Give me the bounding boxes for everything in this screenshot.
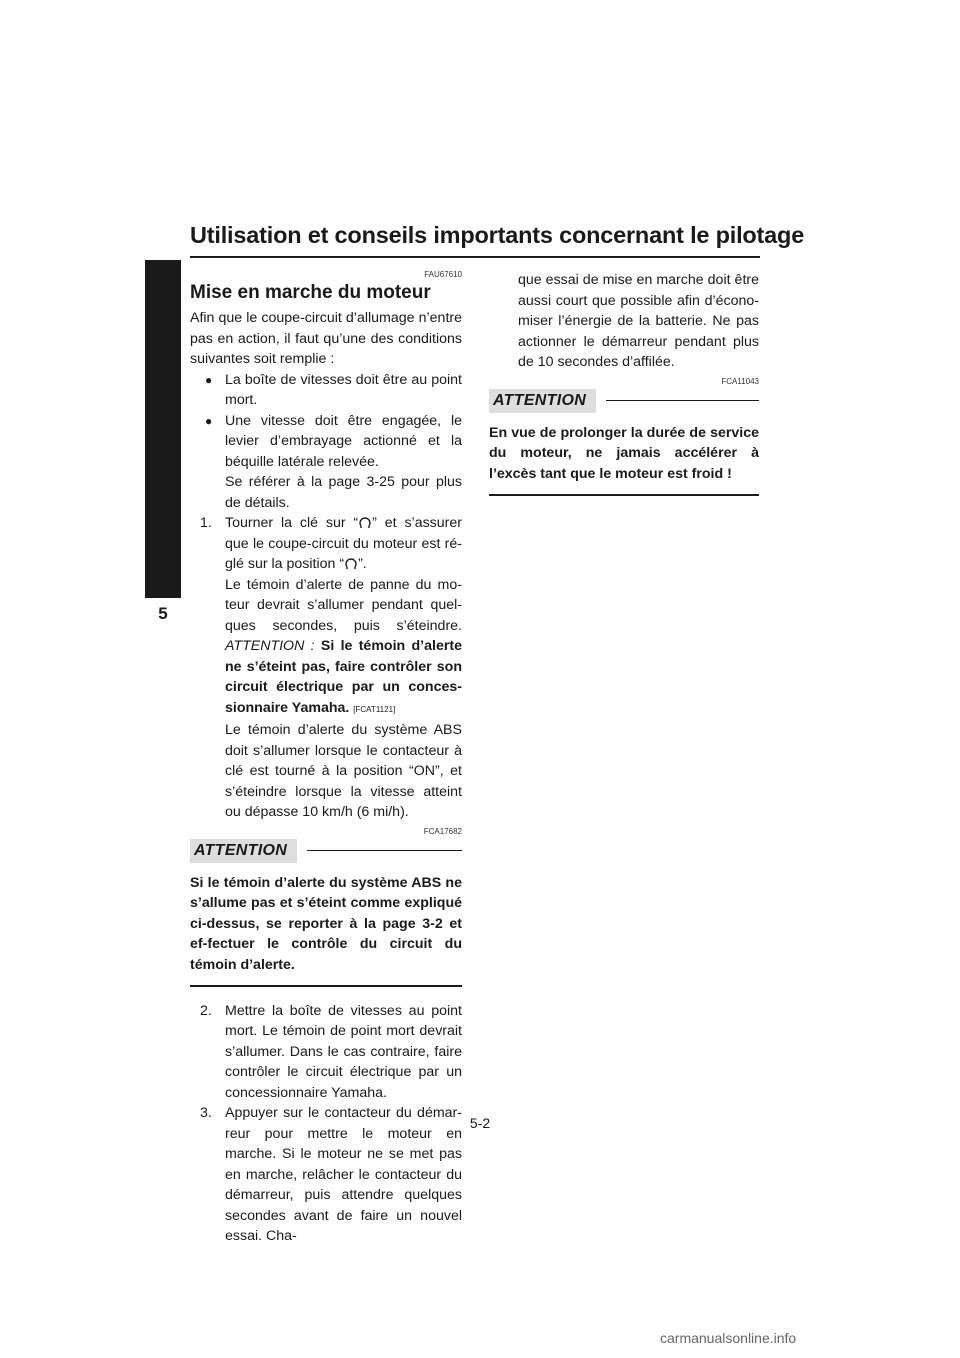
step-number: 2.: [200, 1002, 212, 1019]
inline-attention-label: ATTENTION :: [225, 638, 315, 654]
step-number: 1.: [200, 515, 212, 531]
ignition-on-icon: [358, 516, 372, 528]
attention-end-rule: [489, 494, 759, 496]
step-1: 1. Tourner la clé sur “ ” et s’assurer que le coupe-circuit du moteur est ré-glé sur la position “ ”. Le témoin d’alerte de panne du mo-teur devrait s’allumer pendant quel-ques secondes, puis s’éteindre. ATTENTION : Si le témoin d’alerte ne s’éteint pas, faire contrôler son circuit électrique par un conces-sionnaire Yamaha. [FCAT1121] Le témoin d’alerte du système ABS doit s’allumer lorsque le contacteur à clé est tourné à la position “ON”, et s’éteindre lorsque la vitesse atteint ou dépasse 10 km/h (6 mi/h).: [190, 513, 462, 823]
attention-end-rule: [190, 985, 462, 987]
attention-rule: [606, 400, 759, 402]
bullet-note: Se référer à la page 3-25 pour plus de détails.: [225, 474, 462, 511]
step-number: 3.: [200, 1105, 212, 1121]
chapter-tab: [145, 260, 181, 598]
inline-attention-text: Si le témoin d’alerte ne s’éteint pas, faire contrôler son circuit électrique par un conces-sionnaire Yamaha.: [225, 638, 462, 716]
attention-code: FCA17682: [423, 826, 462, 836]
attention-text: Si le témoin d’alerte du système ABS ne s’allume pas et s’éteint comme expliqué ci-dessus, se reporter à la page 3-2 et ef-fectuer le contrôle du circuit du témoin d’alerte.: [190, 874, 462, 973]
step-1-paragraph: Le témoin d’alerte de panne du mo-teur devrait s’allumer pendant quel-ques secondes, puis s’éteindre. ATTENTION : Si le témoin d’alerte ne s’éteint pas, faire contrôler son circuit électrique par un conces-sionnaire Yamaha. [FCAT1121]: [225, 576, 462, 716]
left-column: [190, 270, 462, 1247]
page-header-title: Utilisation et conseils importants concernant le pilotage: [190, 222, 805, 248]
attention-text: En vue de prolonger la durée de service du moteur, ne jamais accélérer à l’excès tant que le moteur est froid !: [489, 424, 759, 482]
step-2: 2. Mettre la boîte de vitesses au point mort. Le témoin de point mort devrait s’allumer. Dans le cas contraire, faire contrôler le circuit électrique par un concessionnaire Yamaha.: [200, 1002, 462, 1101]
section-title: Mise en marche du moteur: [190, 282, 431, 303]
step-1-abs-paragraph: Le témoin d’alerte du système ABS doit s’allumer lorsque le contacteur à clé est tourné à la position “ON”, et s’éteindre lorsque la vitesse atteint ou dépasse 10 km/h (6 mi/h).: [225, 722, 462, 820]
bullet-item: ● Une vitesse doit être engagée, le levier d’embrayage actionné et la béquille latérale relevée.: [205, 412, 462, 470]
doc-code: FAU67610: [424, 270, 462, 279]
attention-label: ATTENTION: [190, 839, 297, 863]
right-column: [489, 270, 759, 510]
ignition-on-icon: [344, 557, 358, 569]
attention-rule: [307, 850, 462, 852]
attention-code: FCA11043: [721, 376, 759, 386]
bullet-item: ● La boîte de vitesses doit être au point mort.: [205, 371, 462, 408]
bullet-icon: ●: [205, 372, 213, 387]
inline-attention-code: [FCAT1121]: [353, 704, 396, 714]
watermark: carmanualsonline.info: [660, 1330, 797, 1346]
intro-paragraph: Afin que le coupe-circuit d’allumage n’entre pas en action, il faut qu’une des conditions suivantes soit remplie :: [190, 310, 462, 367]
page-number: 5-2: [469, 1115, 491, 1131]
attention-header: [489, 389, 759, 413]
chapter-tab-number: 5: [158, 604, 168, 623]
bullet-icon: ●: [205, 413, 213, 428]
header-rule: [190, 256, 760, 258]
step-3: 3. Appuyer sur le contacteur du démar-reur pour mettre le moteur en marche. Si le moteur ne se met pas en marche, relâcher le contacteur du démarreur, puis attendre quelques secondes avant de faire un nouvel essai. Cha-: [200, 1105, 462, 1244]
attention-label: ATTENTION: [489, 389, 596, 413]
step-3-continuation: que essai de mise en marche doit être aussi court que possible afin d’écono-miser l’énergie de la batterie. Ne pas actionner le démarreur pendant plus de 10 secondes d’affilée.: [518, 272, 759, 370]
attention-header: [190, 839, 462, 863]
